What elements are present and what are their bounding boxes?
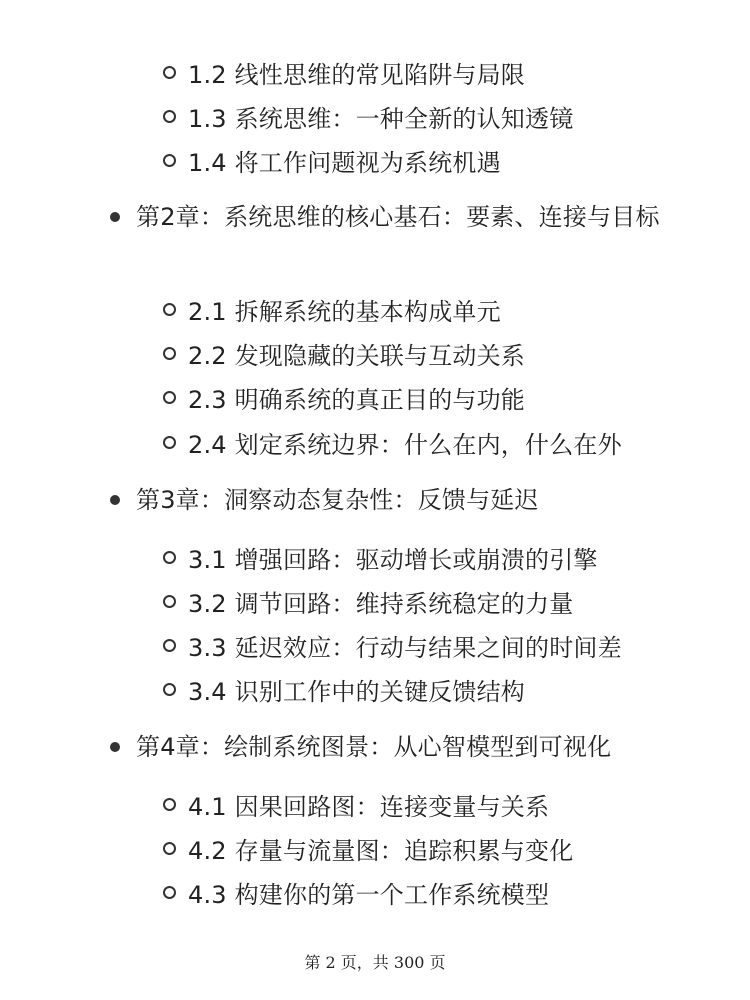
toc-subitem-label: 4.3 构建你的第一个工作系统模型 <box>188 880 550 909</box>
toc-subitem-2-2[interactable] <box>163 331 525 375</box>
filled-bullet-icon <box>110 495 120 505</box>
toc-subitem-3-2[interactable] <box>163 579 573 623</box>
toc-subitem-2-1[interactable] <box>163 287 501 331</box>
toc-subitem-label: 4.2 存量与流量图：追踪积累与变化 <box>188 836 574 865</box>
toc-chapter-title: 第4章：绘制系统图景：从心智模型到可视化 <box>136 733 612 761</box>
toc-subitem-1-4[interactable] <box>163 138 501 182</box>
toc-subitem-4-1[interactable] <box>163 782 549 826</box>
toc-subitem-1-2[interactable] <box>163 50 525 94</box>
hollow-bullet-icon <box>163 347 176 360</box>
hollow-bullet-icon <box>163 154 176 167</box>
hollow-bullet-icon <box>163 66 176 79</box>
toc-subitem-2-3[interactable] <box>163 375 525 419</box>
toc-subitem-label: 2.2 发现隐藏的关联与互动关系 <box>188 341 525 370</box>
hollow-bullet-icon <box>163 842 176 855</box>
toc-subitem-label: 3.1 增强回路：驱动增长或崩溃的引擎 <box>188 545 598 574</box>
toc-subitem-3-3[interactable] <box>163 623 622 667</box>
hollow-bullet-icon <box>163 436 176 449</box>
hollow-bullet-icon <box>163 110 176 123</box>
toc-subitem-4-2[interactable] <box>163 826 573 870</box>
page-indicator: 第 2 页，共 300 页 <box>304 953 446 972</box>
toc-subitem-label: 2.4 划定系统边界：什么在内，什么在外 <box>188 430 622 459</box>
toc-subitem-label: 4.1 因果回路图：连接变量与关系 <box>188 792 550 821</box>
toc-subitem-3-1[interactable] <box>163 535 598 579</box>
toc-subitem-label: 3.2 调节回路：维持系统稳定的力量 <box>188 589 574 618</box>
hollow-bullet-icon <box>163 551 176 564</box>
toc-subitem-1-3[interactable] <box>163 94 573 138</box>
toc-chapter-title: 第3章：洞察动态复杂性：反馈与延迟 <box>136 486 539 514</box>
toc-subitem-label: 1.2 线性思维的常见陷阱与局限 <box>188 60 525 89</box>
toc-chapter-2[interactable] <box>110 196 670 238</box>
hollow-bullet-icon <box>163 595 176 608</box>
toc-subitem-label: 2.3 明确系统的真正目的与功能 <box>188 385 525 414</box>
filled-bullet-icon <box>110 742 120 752</box>
toc-subitem-label: 1.3 系统思维：一种全新的认知透镜 <box>188 104 574 133</box>
toc-subitem-label: 1.4 将工作问题视为系统机遇 <box>188 148 501 177</box>
toc-chapter-3[interactable] <box>110 479 670 521</box>
hollow-bullet-icon <box>163 639 176 652</box>
toc-subitem-3-4[interactable] <box>163 667 525 711</box>
page-footer <box>0 950 750 973</box>
toc-chapter-4[interactable] <box>110 726 670 768</box>
hollow-bullet-icon <box>163 391 176 404</box>
hollow-bullet-icon <box>163 886 176 899</box>
toc-subitem-label: 3.3 延迟效应：行动与结果之间的时间差 <box>188 633 622 662</box>
toc-subitem-4-3[interactable] <box>163 870 549 914</box>
hollow-bullet-icon <box>163 798 176 811</box>
toc-subitem-label: 2.1 拆解系统的基本构成单元 <box>188 297 501 326</box>
toc-subitem-label: 3.4 识别工作中的关键反馈结构 <box>188 677 525 706</box>
hollow-bullet-icon <box>163 683 176 696</box>
toc-subitem-2-4[interactable] <box>163 420 622 464</box>
toc-chapter-title: 第2章：系统思维的核心基石：要素、连接与目标 <box>136 203 660 231</box>
hollow-bullet-icon <box>163 303 176 316</box>
filled-bullet-icon <box>110 212 120 222</box>
